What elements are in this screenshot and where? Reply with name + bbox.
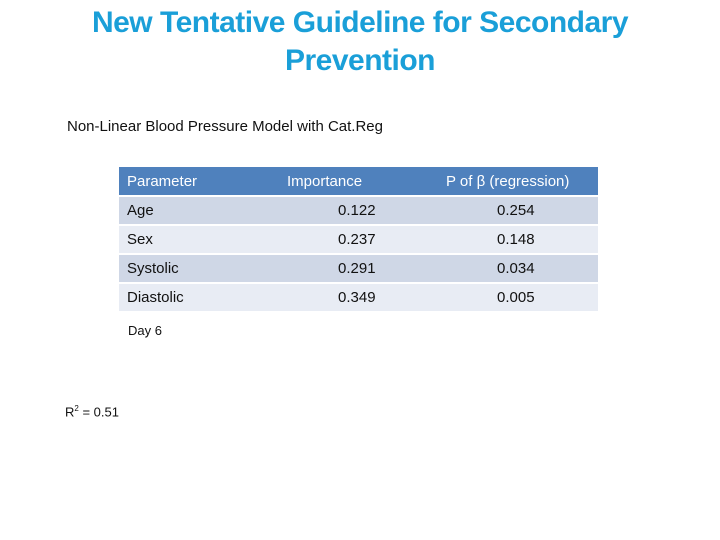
table-row <box>119 226 598 253</box>
r-exponent: 2 <box>74 404 79 413</box>
results-table <box>119 165 598 313</box>
cell-parameter: Systolic <box>119 255 279 282</box>
table-row <box>119 255 598 282</box>
cell-importance: 0.122 <box>279 197 438 224</box>
r-symbol: R <box>65 404 75 420</box>
cell-parameter: Diastolic <box>119 284 279 311</box>
cell-p-value: 0.034 <box>438 255 598 282</box>
table-header-row <box>119 167 598 195</box>
cell-importance: 0.237 <box>279 226 438 253</box>
table-row <box>119 284 598 311</box>
day-label: Day 6 <box>128 323 162 338</box>
r-squared-label <box>65 404 119 419</box>
cell-p-value: 0.148 <box>438 226 598 253</box>
cell-importance: 0.349 <box>279 284 438 311</box>
cell-importance: 0.291 <box>279 255 438 282</box>
model-subtitle: Non-Linear Blood Pressure Model with Cat.Reg <box>67 118 383 135</box>
header-parameter: Parameter <box>119 167 279 195</box>
r-squared-value: = 0.51 <box>78 404 119 420</box>
header-importance: Importance <box>279 167 438 195</box>
cell-parameter: Sex <box>119 226 279 253</box>
table-row <box>119 197 598 224</box>
cell-parameter: Age <box>119 197 279 224</box>
slide-title: New Tentative Guideline for Secondary Prevention <box>91 6 629 77</box>
cell-p-value: 0.005 <box>438 284 598 311</box>
header-p-beta: P of β (regression) <box>438 167 598 195</box>
cell-p-value: 0.254 <box>438 197 598 224</box>
